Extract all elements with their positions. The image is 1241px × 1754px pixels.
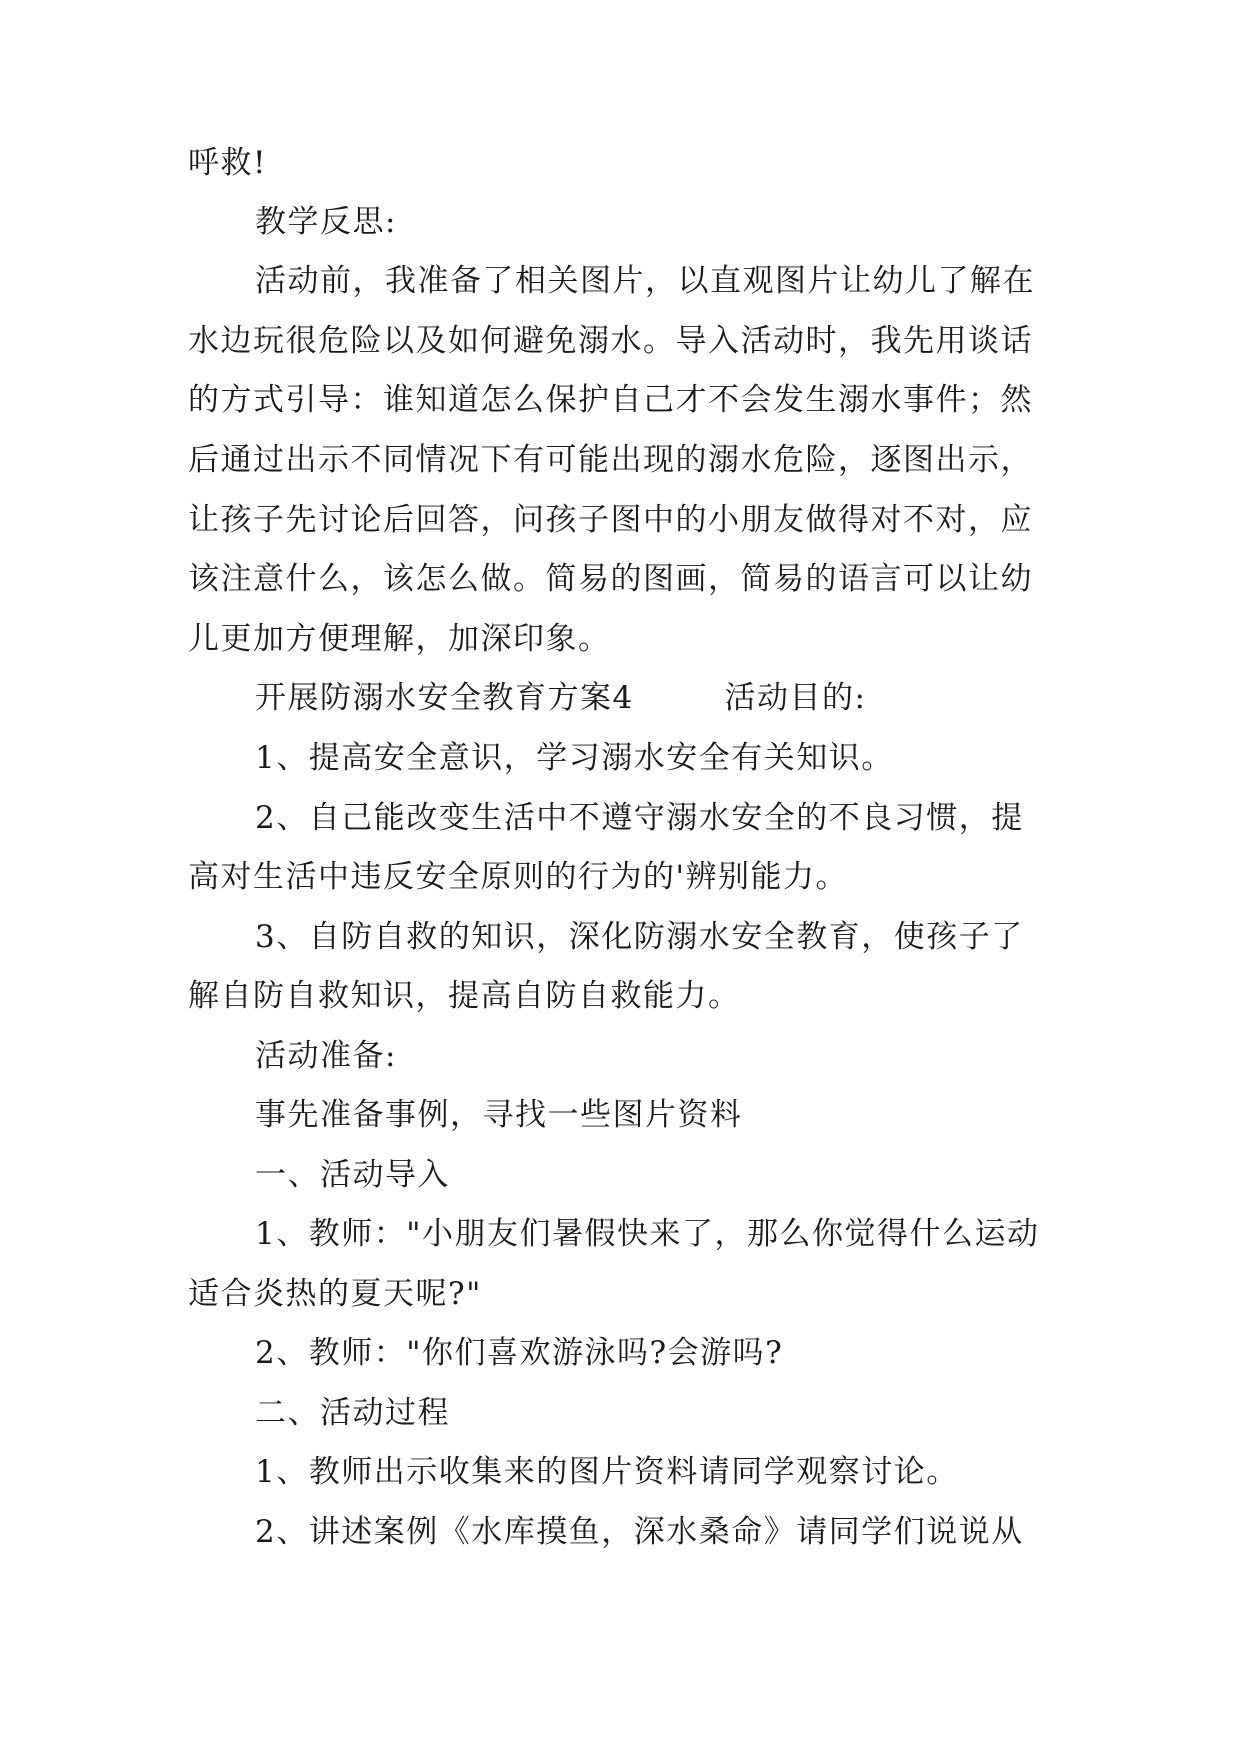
text-line: 1、教师："小朋友们暑假快来了，那么你觉得什么运动 — [255, 1216, 1040, 1252]
section-heading: 活动准备: — [255, 1038, 397, 1074]
text-line: 的方式引导：谁知道怎么保护自己才不会发生溺水事件；然 — [188, 382, 1033, 418]
section-heading: 教学反思: — [255, 204, 397, 240]
text-line: 高对生活中违反安全原则的行为的'辨别能力。 — [188, 859, 849, 895]
text-line: 3、自防自救的知识，深化防溺水安全教育，使孩子了 — [255, 919, 1024, 955]
section-heading: 二、活动过程 — [255, 1395, 450, 1431]
text-line: 2、自己能改变生活中不遵守溺水安全的不良习惯，提 — [255, 800, 1024, 836]
text-line: 水边玩很危险以及如何避免溺水。导入活动时，我先用谈话 — [188, 323, 1033, 359]
text-line: 该注意什么，该怎么做。简易的图画，简易的语言可以让幼 — [188, 561, 1033, 597]
section-heading: 一、活动导入 — [255, 1157, 450, 1193]
text-line: 1、提高安全意识，学习溺水安全有关知识。 — [255, 740, 894, 776]
text-line: 儿更加方便理解，加深印象。 — [188, 621, 611, 657]
text-line: 事先准备事例，寻找一些图片资料 — [255, 1097, 743, 1133]
text-line: 2、讲述案例《水库摸鱼，深水桑命》请同学们说说从 — [255, 1514, 1024, 1550]
text-line: 让孩子先讨论后回答，问孩子图中的小朋友做得对不对，应 — [188, 502, 1033, 538]
text-line: 2、教师："你们喜欢游泳吗?会游吗? — [255, 1335, 784, 1371]
section-heading: 开展防溺水安全教育方案4 活动目的: — [255, 680, 867, 716]
text-line: 解自防自救知识，提高自防自救能力。 — [188, 978, 741, 1014]
text-line: 活动前，我准备了相关图片，以直观图片让幼儿了解在 — [255, 263, 1035, 299]
text-line: 呼救! — [188, 145, 267, 181]
text-line: 1、教师出示收集来的图片资料请同学观察讨论。 — [255, 1454, 959, 1490]
text-line: 后通过出示不同情况下有可能出现的溺水危险，逐图出示， — [188, 442, 1033, 478]
text-line: 适合炎热的夏天呢?" — [188, 1276, 482, 1312]
